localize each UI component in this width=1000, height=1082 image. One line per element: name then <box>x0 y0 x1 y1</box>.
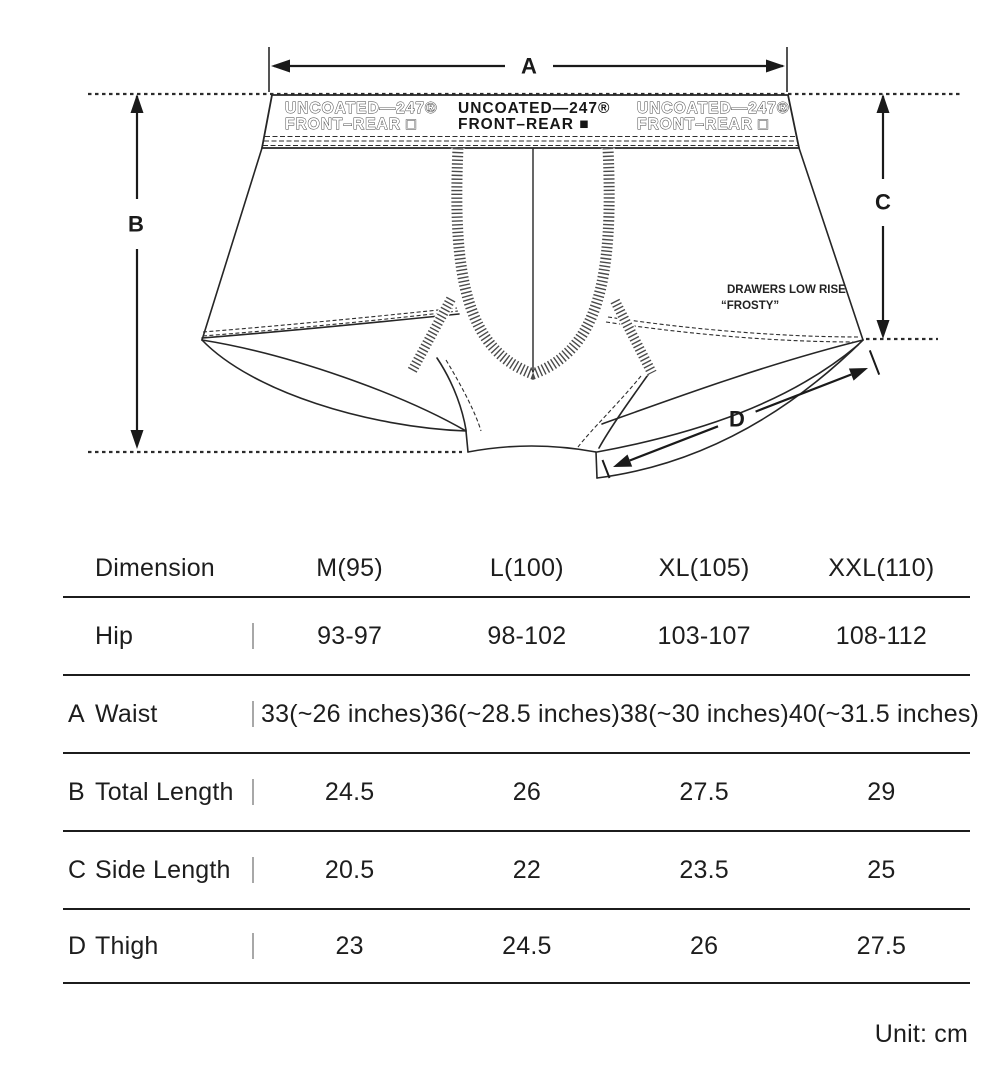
value-xl: 27.5 <box>679 777 729 806</box>
separator-bar <box>252 857 254 883</box>
row-label: Total Length <box>95 777 234 806</box>
row-label: Thigh <box>95 931 159 960</box>
value-m: 33(~26 inches) <box>261 699 430 728</box>
arrowhead-b-top <box>131 94 144 113</box>
row-letter: B <box>68 777 85 806</box>
brand-text-right <box>637 100 789 133</box>
dimension-label-c: C <box>875 189 891 215</box>
row-label: Hip <box>95 621 134 650</box>
size-table <box>63 540 980 984</box>
value-l: 22 <box>512 855 541 884</box>
value-xxl: 25 <box>867 855 896 884</box>
row-separator <box>245 701 261 727</box>
value-xl: 38(~30 inches) <box>620 699 789 728</box>
row-letter: D <box>68 931 87 960</box>
brand-center-line2: FRONT–REAR ■ <box>458 116 590 133</box>
separator-bar <box>252 779 254 805</box>
table-row-hip <box>63 598 970 676</box>
row-separator <box>245 623 261 649</box>
arrowhead-c-bottom <box>877 320 890 339</box>
waistband-branding <box>285 100 789 133</box>
row-letter: C <box>68 855 87 884</box>
product-name-line2: “FROSTY” <box>721 300 780 312</box>
arrowhead-a-right <box>766 60 785 73</box>
row-separator <box>245 779 261 805</box>
value-m: 23 <box>335 931 364 960</box>
header-dimension: Dimension <box>95 553 215 582</box>
row-separator <box>245 933 261 959</box>
value-l: 26 <box>512 777 541 806</box>
value-xxl: 29 <box>867 777 896 806</box>
value-xl: 103-107 <box>657 621 751 650</box>
row-separator <box>245 857 261 883</box>
right-leg-inner-edge <box>596 452 597 478</box>
table-header-row <box>63 540 970 598</box>
header-size-m: M(95) <box>316 553 384 582</box>
header-size-l: L(100) <box>489 553 564 582</box>
table-row-total-length <box>63 754 970 832</box>
brand-text-left <box>285 100 437 133</box>
value-xxl: 40(~31.5 inches) <box>788 699 980 728</box>
value-xxl: 108-112 <box>835 621 928 650</box>
separator-bar <box>252 701 254 727</box>
arrowhead-d-upper <box>849 368 868 381</box>
row-label: Side Length <box>95 855 231 884</box>
header-size-xl: XL(105) <box>658 553 750 582</box>
garment-technical-drawing <box>0 0 1000 520</box>
dimension-b <box>128 94 144 449</box>
dimension-c <box>875 94 891 339</box>
brand-left-line1: UNCOATED—247® <box>285 100 438 117</box>
unit-note: Unit: cm <box>874 1020 968 1048</box>
value-xxl: 27.5 <box>856 931 907 960</box>
value-m: 20.5 <box>324 855 375 884</box>
row-letter: A <box>68 699 85 728</box>
table-row-thigh <box>63 910 970 984</box>
value-l: 24.5 <box>502 931 552 960</box>
arrowhead-c-top <box>877 94 890 113</box>
value-m: 24.5 <box>324 777 375 806</box>
garment-diagram <box>0 0 1000 520</box>
value-l: 36(~28.5 inches) <box>429 699 621 728</box>
brand-center-line1: UNCOATED—247® <box>458 100 611 117</box>
dimension-label-d: D <box>729 406 745 432</box>
brand-right-line2: FRONT–REAR □ <box>637 116 769 133</box>
value-xl: 23.5 <box>679 855 729 884</box>
arrowhead-b-bottom <box>131 430 144 449</box>
table-row-waist <box>63 676 980 754</box>
dimension-label-a: A <box>521 53 537 79</box>
separator-bar <box>252 623 254 649</box>
row-label: Waist <box>95 699 158 728</box>
table-row-side-length <box>63 832 970 910</box>
value-l: 98-102 <box>487 621 567 650</box>
brand-right-line1: UNCOATED—247® <box>637 100 790 117</box>
dimension-label-b: B <box>128 211 144 237</box>
brand-text-center <box>458 100 610 133</box>
value-m: 93-97 <box>317 621 383 650</box>
header-size-xxl: XXL(110) <box>828 553 935 582</box>
value-xl: 26 <box>690 931 719 960</box>
separator-bar <box>252 933 254 959</box>
arrowhead-a-left <box>271 60 290 73</box>
dimension-a <box>269 47 787 92</box>
brand-left-line2: FRONT–REAR □ <box>285 116 417 133</box>
product-name-line1: DRAWERS LOW RISE <box>727 284 846 296</box>
